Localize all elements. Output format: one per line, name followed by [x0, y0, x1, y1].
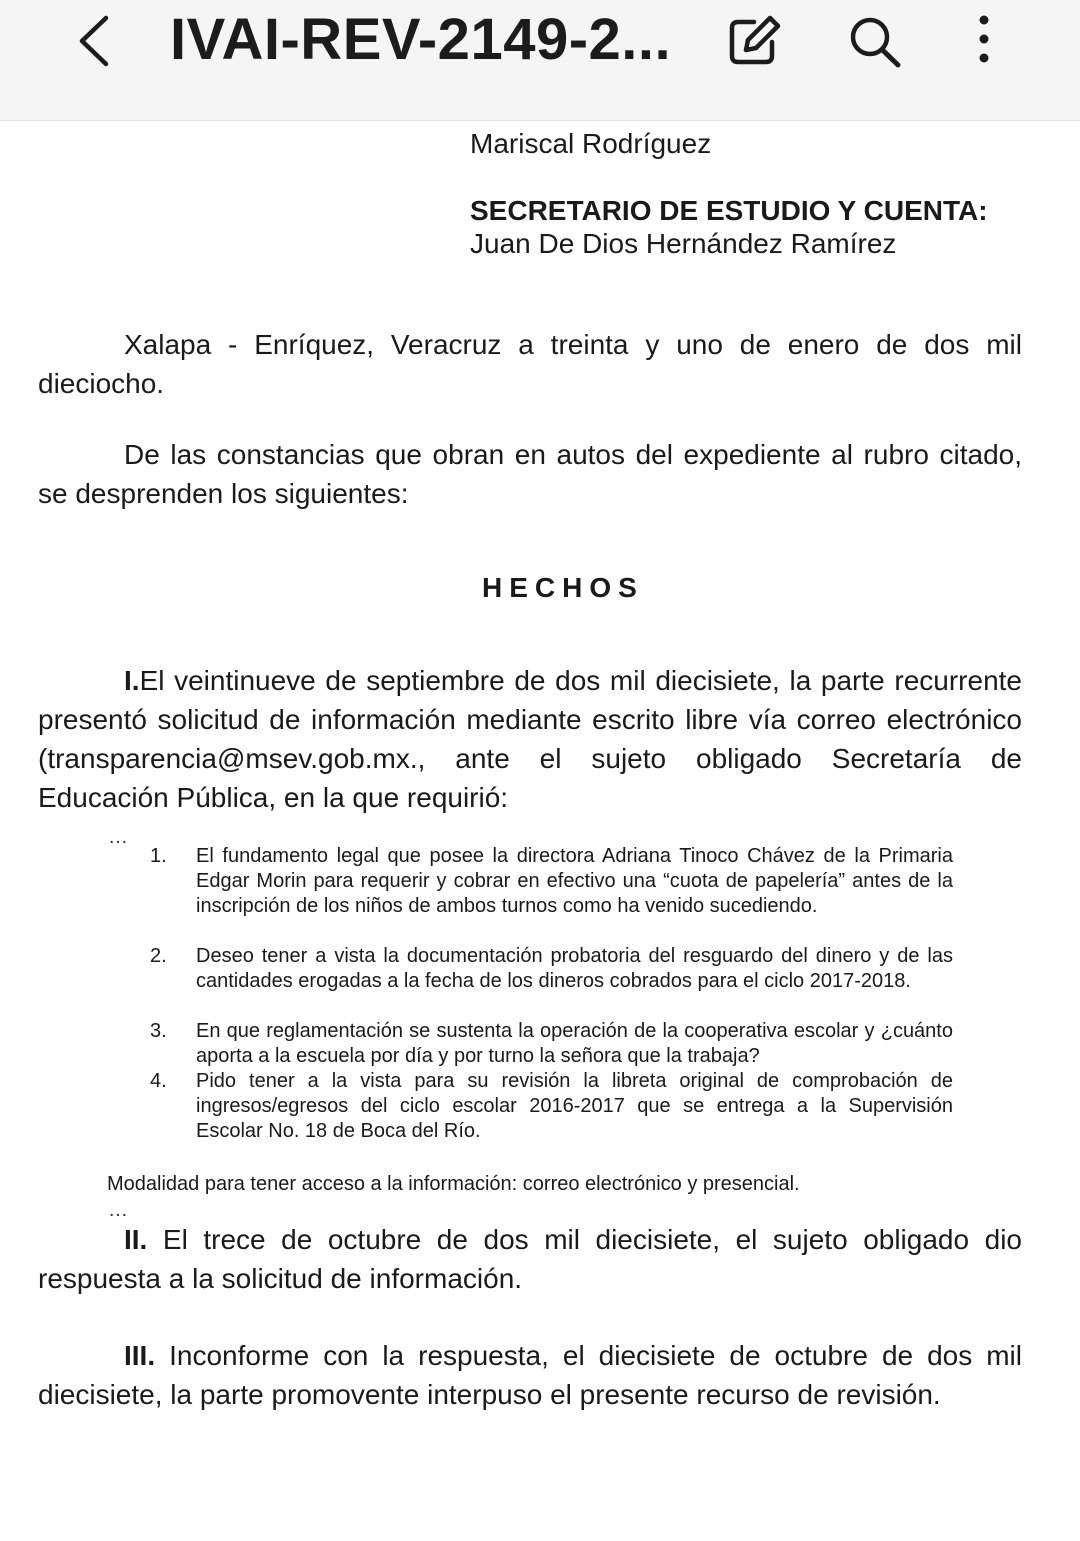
fact-2-paragraph	[38, 1220, 1022, 1298]
fact-2-text: El trece de octubre de dos mil diecisiete, el sujeto obligado dio respuesta a la solicitud de información.	[38, 1224, 1022, 1294]
document-title: IVAI-REV-2149-2...	[170, 7, 672, 72]
request-text: El fundamento legal que posee la directora Adriana Tinoco Chávez de la Primaria Edgar Morin para requerir y cobrar en efectivo una “cuota de papelería” antes de la inscripción de los niños de ambos turnos como ha venido sucediendo.	[196, 845, 953, 917]
chevron-left-icon[interactable]	[70, 12, 120, 68]
search-icon[interactable]	[846, 12, 904, 68]
request-text: En que reglamentación se sustenta la operación de la cooperativa escolar y ¿cuánto aporta a la escuela por día y por turno la señora que la trabaja?	[196, 1020, 953, 1067]
fact-3-numeral: III.	[124, 1340, 156, 1371]
intro-paragraph: De las constancias que obran en autos del expediente al rubro citado, se desprenden los siguientes:	[38, 439, 1022, 509]
request-number: 3.	[150, 1020, 167, 1042]
fact-2-numeral: II.	[124, 1224, 148, 1255]
fact-3-paragraph	[38, 1336, 1022, 1414]
request-text: Pido tener a la vista para su revisión la libreta original de comprobación de ingresos/egresos del ciclo escolar 2016-2017 que se entrega a la Supervisión Escolar No. 18 de Boca del Río.	[196, 1070, 953, 1142]
request-text: Deseo tener a vista la documentación probatoria del resguardo del dinero y de las cantidades erogadas a la fecha de los dineros cobrados para el ciclo 2017-2018.	[196, 945, 953, 992]
ellipsis-top: …	[108, 826, 128, 848]
fact-1-paragraph	[38, 661, 1022, 817]
fact-1-text: El veintinueve de septiembre de dos mil diecisiete, la parte recurrente presentó solicitud de información mediante escrito libre vía correo electrónico (transparencia@msev.gob.mx., ante el sujeto obligado Secretaría de Educación Pública, en la que requirió:	[38, 665, 1022, 813]
signatory-name-tail: Mariscal Rodríguez	[470, 128, 712, 159]
document-page	[0, 120, 1080, 1541]
ellipsis-bottom: …	[108, 1199, 128, 1221]
secretario-label: SECRETARIO DE ESTUDIO Y CUENTA:	[470, 195, 988, 226]
modalidad-line: Modalidad para tener acceso a la información: correo electrónico y presencial.	[107, 1173, 800, 1195]
more-vertical-icon[interactable]	[966, 12, 1002, 68]
request-number: 2.	[150, 945, 167, 967]
request-number: 1.	[150, 845, 167, 867]
section-title: HECHOS	[482, 572, 644, 603]
request-number: 4.	[150, 1070, 167, 1092]
fact-3-text: Inconforme con la respuesta, el diecisiete de octubre de dos mil diecisiete, la parte promovente interpuso el presente recurso de revisión.	[38, 1340, 1022, 1410]
date-paragraph: Xalapa - Enríquez, Veracruz a treinta y uno de enero de dos mil dieciocho.	[38, 329, 1022, 399]
app-bar	[0, 0, 1080, 121]
secretario-name: Juan De Dios Hernández Ramírez	[470, 228, 897, 259]
fact-1-numeral: I.	[124, 665, 140, 696]
edit-icon[interactable]	[726, 12, 784, 68]
